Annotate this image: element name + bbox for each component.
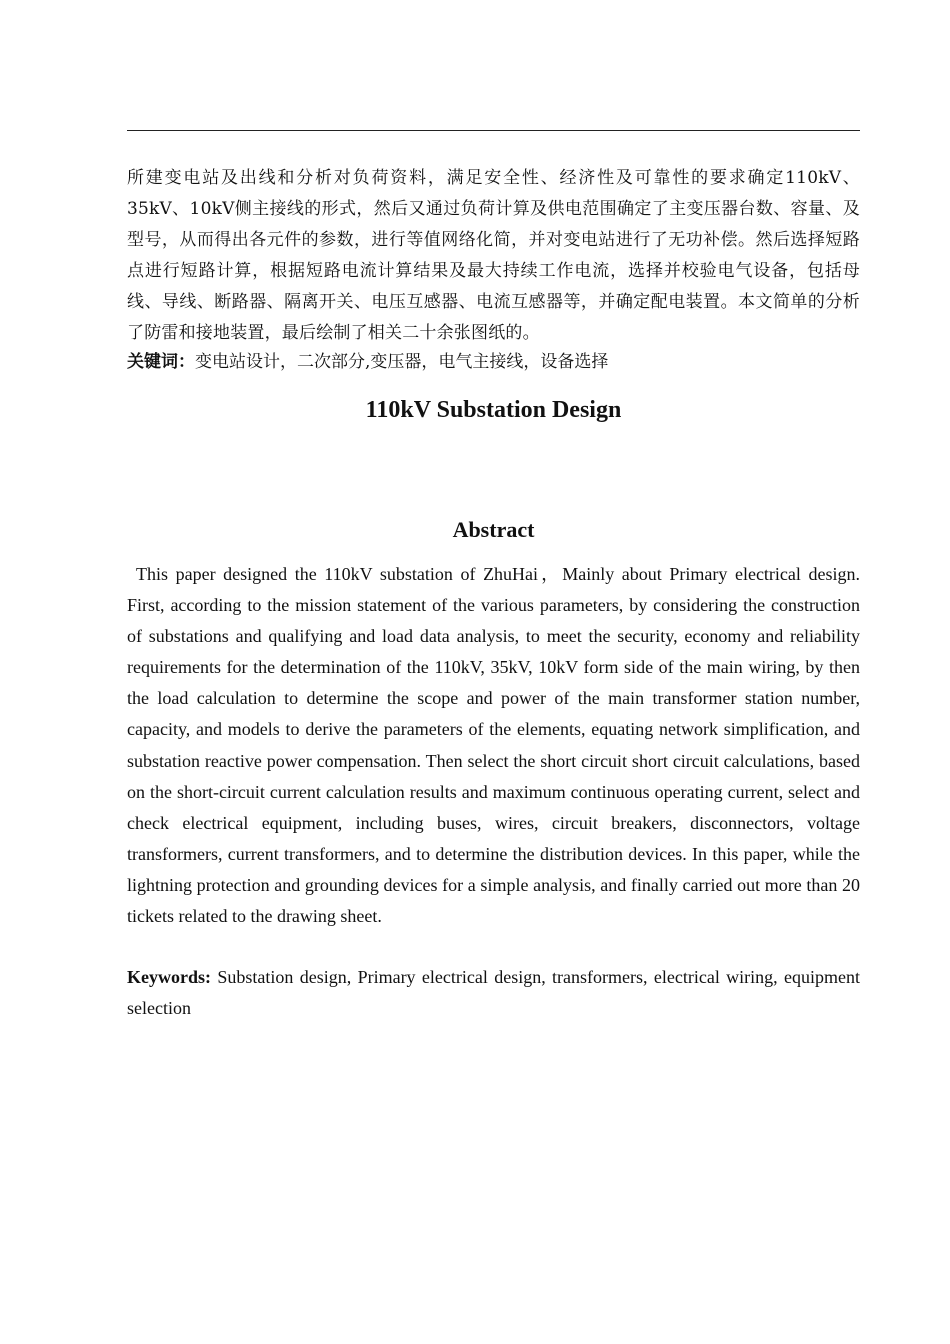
english-keywords-label: Keywords:: [127, 967, 211, 987]
english-keywords-text: Substation design, Primary electrical design, transformers, electrical wiring, equipment selection: [127, 967, 860, 1018]
english-keywords: [127, 962, 860, 1024]
chinese-abstract-body: 所建变电站及出线和分析对负荷资料，满足安全性、经济性及可靠性的要求确定110kV、35kV、10kV侧主接线的形式，然后又通过负荷计算及供电范围确定了主变压器台数、容量、及型号，从而得出各元件的参数，进行等值网络化简，并对变电站进行了无功补偿。然后选择短路点进行短路计算，根据短路电流计算结果及最大持续工作电流，选择并校验电气设备，包括母线、导线、断路器、隔离开关、电压互感器、电流互感器等，并确定配电装置。本文简单的分析了防雷和接地装置，最后绘制了相关二十余张图纸的。: [127, 168, 860, 343]
chinese-keywords-text: 变电站设计，二次部分,变压器，电气主接线，设备选择: [195, 352, 609, 372]
chinese-keywords: [127, 347, 860, 378]
chinese-keywords-label: 关键词：: [127, 352, 195, 372]
header-rule: [127, 130, 860, 131]
english-abstract-body: This paper designed the 110kV substation of ZhuHai，Mainly about Primary electrical design. First, according to the mission statement of the various parameters, by considering the construction of substations and qualifying and load data analysis, to meet the security, economy and reliability requirements for the determination of the 110kV, 35kV, 10kV form side of the main wiring, by then the load calculation to determine the scope and power of the main transformer station number, capacity, and models to derive the parameters of the elements, equating network simplification, and substation reactive power compensation. Then select the short circuit short circuit calculations, based on the short-circuit current calculation results and maximum continuous operating current, select and check electrical equipment, including buses, wires, circuit breakers, disconnectors, voltage transformers, current transformers, and to determine the distribution devices. In this paper, while the lightning protection and grounding devices for a simple analysis, and finally carried out more than 20 tickets related to the drawing sheet.: [127, 564, 860, 927]
english-title: 110kV Substation Design: [365, 397, 622, 423]
abstract-heading: Abstract: [452, 517, 535, 542]
